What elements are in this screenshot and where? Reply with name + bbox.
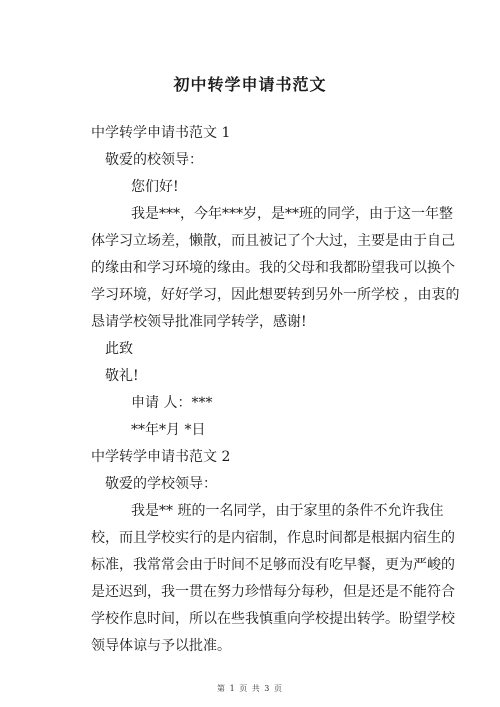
- body-line: 领导体谅与予以批准。: [91, 638, 231, 654]
- body-line: 学习环境，好好学习，因此想要转到另外一所学校 ，由衷的: [91, 287, 460, 303]
- body-line: 体学习立场差，懒散，而且被记了个大过，主要是由于自己: [91, 233, 455, 249]
- body-line: 恳请学校领导批准同学转学，感谢!: [91, 314, 307, 330]
- body-line: 是还迟到，我一贯在努力珍惜每分每秒，但是还是不能符合: [91, 584, 455, 600]
- greeting-1: 您们好!: [131, 179, 179, 195]
- section-heading-2: 中学转学申请书范文 2: [91, 449, 231, 465]
- applicant-line: 申请 人：***: [131, 395, 213, 411]
- date-line: **年*月 *日: [131, 422, 206, 438]
- closing-line: 敬礼!: [105, 368, 139, 384]
- body-line: 学校作息时间，所以在些我慎重向学校提出转学。盼望学校: [91, 611, 455, 627]
- salutation-1: 敬爱的校领导：: [105, 152, 203, 168]
- document-title: 初中转学申请书范文: [173, 75, 327, 94]
- closing-line: 此致: [105, 341, 133, 357]
- body-line: 的缘由和学习环境的缘由。我的父母和我都盼望我可以换个: [91, 260, 455, 276]
- salutation-2: 敬爱的学校领导：: [105, 476, 217, 492]
- body-line: 校，而且学校实行的是内宿制，作息时间都是根据内宿生的: [91, 530, 455, 546]
- page-footer: 第 1 页 共 3 页: [217, 684, 283, 693]
- body-line: 我是***，今年***岁，是**班的同学，由于这一年整: [131, 206, 453, 222]
- body-line: 标准，我常常会由于时间不足够而没有吃早餐，更为严峻的: [91, 557, 455, 573]
- body-line: 我是** 班的一名同学，由于家里的条件不允许我住: [131, 503, 444, 519]
- section-heading-1: 中学转学申请书范文 1: [91, 125, 231, 141]
